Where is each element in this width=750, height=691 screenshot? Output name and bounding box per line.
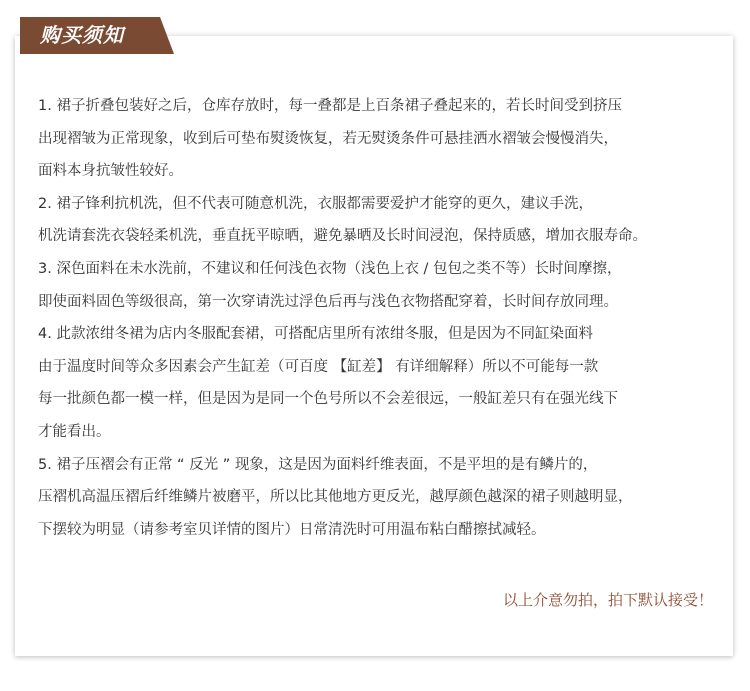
notice-line: 压褶机高温压褶后纤维鳞片被磨平，所以比其他地方更反光，越厚颜色越深的裙子则越明显， <box>38 489 633 506</box>
notice-line: 2. 裙子锋利抗机洗，但不代表可随意机洗，衣服都需要爱护才能穿的更久，建议手洗， <box>38 195 593 212</box>
notice-line: 出现褶皱为正常现象，收到后可垫布熨烫恢复，若无熨烫条件可悬挂洒水褶皱会慢慢消失， <box>38 130 618 147</box>
notice-line: 每一批颜色都一模一样，但是因为是同一个色号所以不会差很远，一般缸差只有在强光线下 <box>38 391 618 408</box>
notice-line: 即使面料固色等级很高，第一次穿请洗过浮色后再与浅色衣物搭配穿着，长时间存放同理。 <box>38 293 618 310</box>
notice-line: 5. 裙子压褶会有正常 “ 反光 ” 现象，这是因为面料纤维表面，不是平坦的是有鳞片的， <box>38 456 598 473</box>
notice-line: 3. 深色面料在未水洗前，不建议和任何浅色衣物（浅色上衣 / 包包之类不等）长时间摩擦， <box>38 260 622 277</box>
notice-line: 由于温度时间等众多因素会产生缸差（可百度 【缸差】 有详细解释）所以不可能每一款 <box>38 358 599 375</box>
notice-line: 下摆较为明显（请参考室贝详情的图片）日常清洗时可用温布粘白醋擦拭减轻。 <box>38 521 546 538</box>
notice-line: 才能看出。 <box>38 423 111 440</box>
notice-line: 面料本身抗皱性较好。 <box>38 163 183 180</box>
notice-line: 机洗请套洗衣袋轻柔机洗，垂直抚平晾晒，避免暴晒及长时间浸泡，保持质感，增加衣服寿命。 <box>38 228 647 245</box>
acceptance-note: 以上介意勿拍，拍下默认接受！ <box>502 591 713 609</box>
notice-body <box>38 90 728 546</box>
page-title: 购买须知 <box>40 23 124 47</box>
notice-line: 4. 此款浓绀冬裙为店内冬服配套裙，可搭配店里所有浓绀冬服，但是因为不同缸染面料 <box>38 326 593 343</box>
notice-line: 1. 裙子折叠包装好之后，仓库存放时，每一叠都是上百条裙子叠起来的，若长时间受到挤压 <box>38 98 622 114</box>
